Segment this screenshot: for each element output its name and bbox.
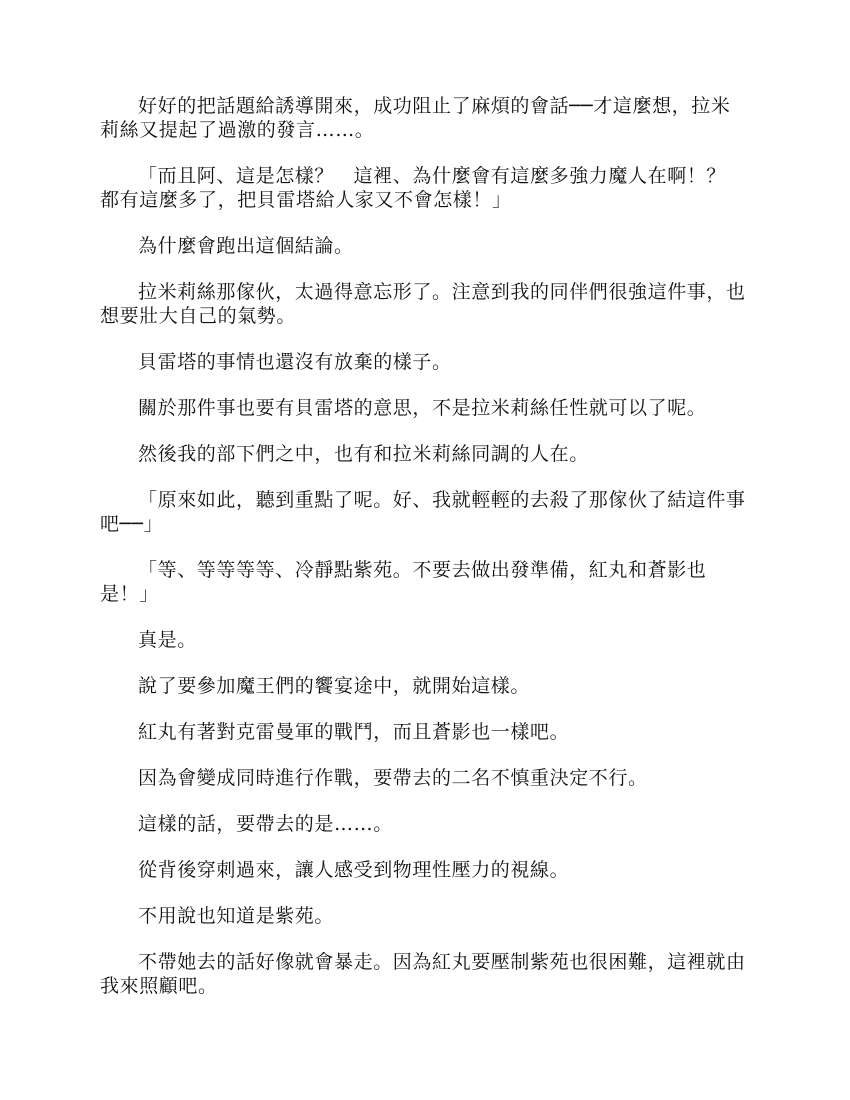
paragraph: 「原來如此，聽到重點了呢。好、我就輕輕的去殺了那傢伙了結這件事吧──」	[100, 489, 746, 535]
paragraph: 不用說也知道是紫苑。	[138, 905, 335, 927]
paragraph: 貝雷塔的事情也還沒有放棄的樣子。	[138, 351, 452, 373]
paragraph: 真是。	[138, 629, 197, 651]
paragraph: 「等、等等等等、冷靜點紫苑。不要去做出發準備，紅丸和蒼影也是！」	[100, 559, 707, 605]
document-body	[100, 94, 750, 1020]
paragraph: 拉米莉絲那傢伙，太過得意忘形了。注意到我的同伴們很強這件事，也想要壯大自己的氣勢。	[100, 281, 746, 327]
paragraph: 這樣的話，要帶去的是……。	[138, 813, 393, 835]
paragraph: 「而且阿、這是怎樣？ 這裡、為什麼會有這麼多強力魔人在啊！？ 都有這麼多了，把貝雷塔給人家又不會怎樣！」	[100, 165, 746, 211]
paragraph: 為什麼會跑出這個結論。	[138, 235, 354, 257]
paragraph: 然後我的部下們之中，也有和拉米莉絲同調的人在。	[138, 443, 589, 465]
paragraph: 好好的把話題給誘導開來，成功阻止了麻煩的會話──才這麼想，拉米莉絲又提起了過激的發言……。	[100, 95, 731, 141]
paragraph: 關於那件事也要有貝雷塔的意思，不是拉米莉絲任性就可以了呢。	[138, 397, 707, 419]
paragraph: 說了要參加魔王們的饗宴途中，就開始這樣。	[138, 675, 531, 697]
paragraph: 因為會變成同時進行作戰，要帶去的二名不慎重決定不行。	[138, 767, 648, 789]
paragraph: 從背後穿刺過來，讓人感受到物理性壓力的視線。	[138, 859, 570, 881]
paragraph: 不帶她去的話好像就會暴走。因為紅丸要壓制紫苑也很困難，這裡就由我來照顧吧。	[100, 951, 746, 997]
paragraph: 紅丸有著對克雷曼軍的戰鬥，而且蒼影也一樣吧。	[138, 721, 570, 743]
